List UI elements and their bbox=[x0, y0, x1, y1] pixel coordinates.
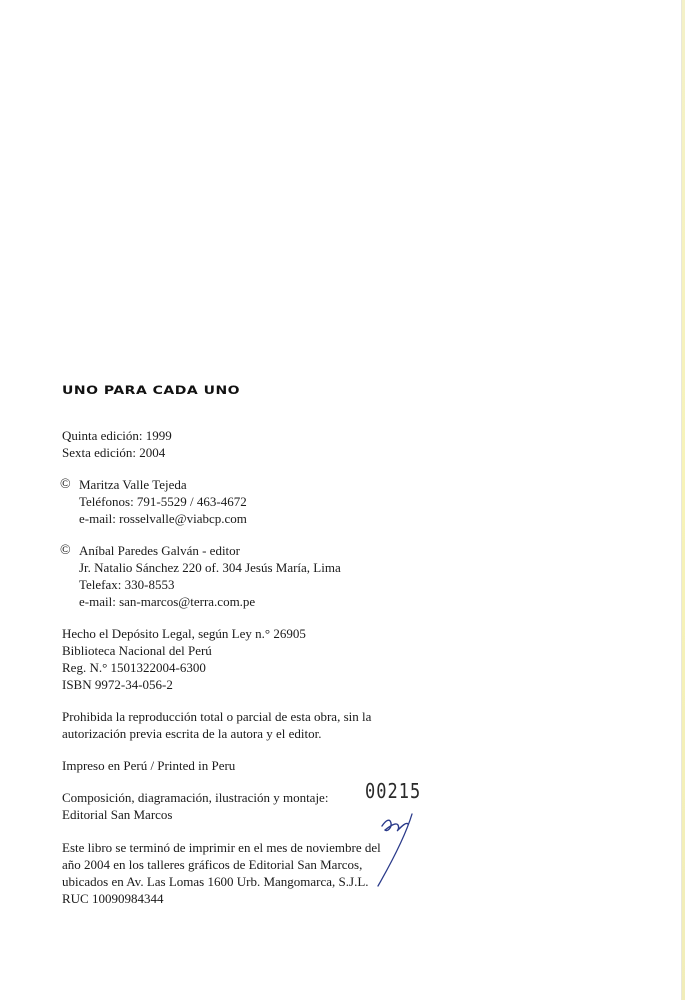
copyright-icon: © bbox=[60, 543, 71, 558]
legal-deposit-line: Hecho el Depósito Legal, según Ley n.° 26905 bbox=[62, 626, 306, 641]
copyright-icon: © bbox=[60, 477, 71, 492]
edition-fifth: Quinta edición: 1999 bbox=[62, 428, 172, 443]
editor-fax: Telefax: 330-8553 bbox=[79, 577, 175, 592]
author-name: Maritza Valle Tejeda bbox=[79, 477, 187, 492]
editor-email: e-mail: san-marcos@terra.com.pe bbox=[79, 594, 256, 609]
stamped-serial-number: 00215 bbox=[365, 780, 422, 804]
registration-number: Reg. N.° 1501322004-6300 bbox=[62, 660, 206, 675]
printed-in-line: Impreso en Perú / Printed in Peru bbox=[62, 758, 236, 773]
book-title: UNO PARA CADA UNO bbox=[62, 384, 241, 398]
author-phones: Teléfonos: 791-5529 / 463-4672 bbox=[79, 494, 247, 509]
national-library-line: Biblioteca Nacional del Perú bbox=[62, 643, 212, 658]
colophon-line-4: RUC 10090984344 bbox=[62, 891, 164, 906]
edition-sixth: Sexta edición: 2004 bbox=[62, 445, 166, 460]
editor-address: Jr. Natalio Sánchez 220 of. 304 Jesús María, Lima bbox=[79, 560, 341, 575]
prohibition-line-2: autorización previa escrita de la autora y el editor. bbox=[62, 726, 322, 741]
prohibition-line-1: Prohibida la reproducción total o parcial de esta obra, sin la bbox=[62, 709, 372, 724]
colophon-line-1: Este libro se terminó de imprimir en el mes de noviembre del bbox=[62, 840, 381, 855]
colophon-line-2: año 2004 en los talleres gráficos de Editorial San Marcos, bbox=[62, 857, 363, 872]
composition-line-2: Editorial San Marcos bbox=[62, 807, 173, 822]
author-email: e-mail: rosselvalle@viabcp.com bbox=[79, 511, 247, 526]
editor-name: Aníbal Paredes Galván - editor bbox=[79, 543, 241, 558]
isbn-number: ISBN 9972-34-056-2 bbox=[62, 677, 173, 692]
composition-line-1: Composición, diagramación, ilustración y montaje: bbox=[62, 790, 329, 805]
colophon-line-3: ubicados en Av. Las Lomas 1600 Urb. Mangomarca, S.J.L. bbox=[62, 874, 369, 889]
